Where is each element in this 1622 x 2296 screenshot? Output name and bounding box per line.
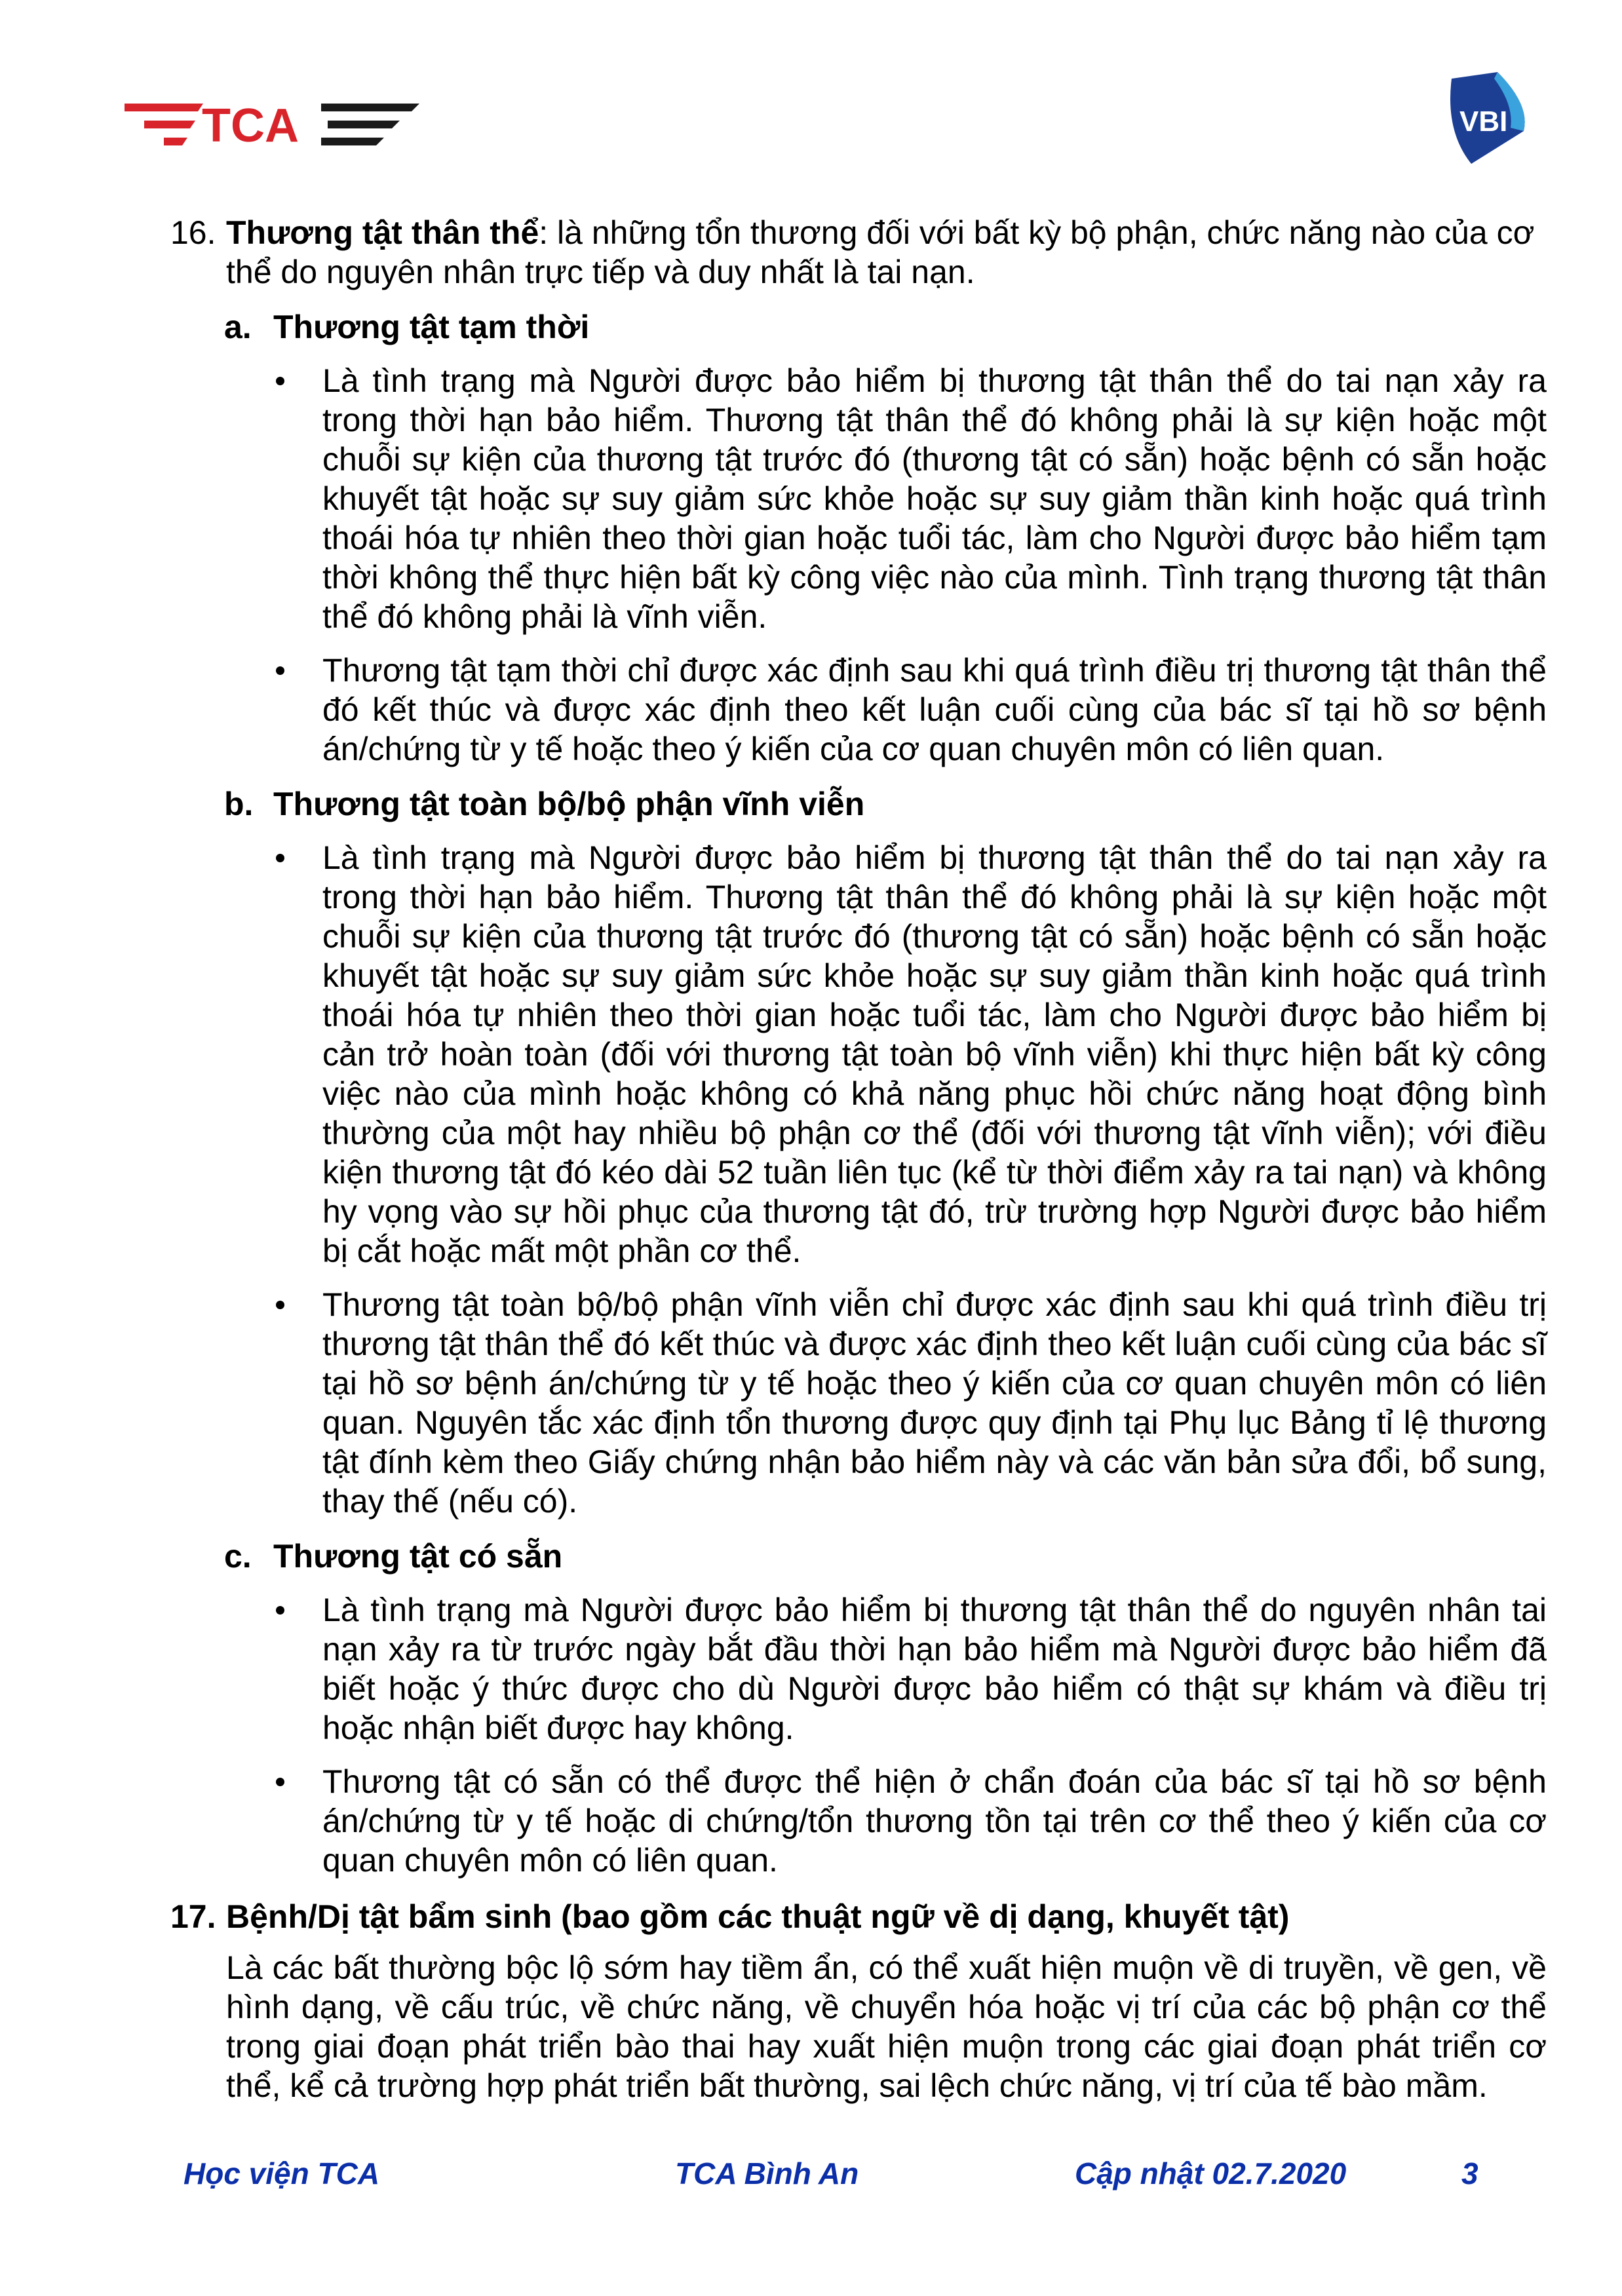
section-number: 17. [170, 1898, 216, 1935]
bullet-list [170, 361, 1547, 769]
section-17-heading [170, 1897, 1547, 1936]
list-item [170, 1590, 1547, 1748]
bullet-text: Thương tật tạm thời chỉ được xác định sau khi quá trình điều trị thương tật thân thể đó kết thúc và được xác định theo kết luận cuối cùng của bác sĩ tại hồ sơ bệnh án/chứng từ y tế hoặc theo ý kiến của cơ quan chuyên môn có liên quan. [322, 652, 1547, 767]
section-title: Bệnh/Dị tật bẩm sinh (bao gồm các thuật ngữ về dị dạng, khuyết tật) [226, 1898, 1290, 1935]
footer-academy: Học viện TCA [183, 2156, 380, 2191]
subsection-title: Thương tật có sẵn [273, 1538, 563, 1575]
list-item [170, 1762, 1547, 1880]
section-16-heading [170, 213, 1547, 292]
subsection-c-heading [170, 1537, 1547, 1576]
subsection-b-heading [170, 784, 1547, 824]
section-17 [170, 1897, 1547, 2105]
bullet-text: Là tình trạng mà Người được bảo hiểm bị thương tật thân thể do tai nạn xảy ra trong thời hạn bảo hiểm. Thương tật thân thể đó không phải là sự kiện hoặc một chuỗi sự kiện của thương tật trước đó (thương tật có sẵn) hoặc bệnh có sẵn hoặc khuyết tật hoặc sự suy giảm sức khỏe hoặc sự suy giảm thần kinh hoặc quá trình thoái hóa tự nhiên theo thời gian hoặc tuổi tác, làm cho Người được bảo hiểm bị cản trở hoàn toàn (đối với thương tật toàn bộ vĩnh viễn) khi thực hiện bất kỳ công việc nào của mình hoặc không có khả năng phục hồi chức năng hoạt động bình thường của một hay nhiều bộ phận cơ thể (đối với thương tật vĩnh viễn); với điều kiện thương tật đó kéo dài 52 tuần liên tục (kể từ thời điểm xảy ra tai nạn) và không hy vọng vào sự hồi phục của thương tật đó, trừ trường hợp Người được bảo hiểm bị cắt hoặc mất một phần cơ thể. [322, 839, 1547, 1269]
document-body [170, 213, 1547, 2105]
list-item [170, 838, 1547, 1271]
bullet-text: Là tình trạng mà Người được bảo hiểm bị thương tật thân thể do nguyên nhân tai nạn xảy ra từ trước ngày bắt đầu thời hạn bảo hiểm mà Người được bảo hiểm đã biết hoặc ý thức được cho dù Người được bảo hiểm có thật sự khám và điều trị hoặc nhận biết được hay không. [322, 1592, 1547, 1746]
bullet-list [170, 838, 1547, 1521]
bullet-text: Là tình trạng mà Người được bảo hiểm bị thương tật thân thể do tai nạn xảy ra trong thời hạn bảo hiểm. Thương tật thân thể đó không phải là sự kiện hoặc một chuỗi sự kiện của thương tật trước đó (thương tật có sẵn) hoặc bệnh có sẵn hoặc khuyết tật hoặc sự suy giảm sức khỏe hoặc sự suy giảm thần kinh hoặc quá trình thoái hóa tự nhiên theo thời gian hoặc tuổi tác, làm cho Người được bảo hiểm tạm thời không thể thực hiện bất kỳ công việc nào của mình. Tình trạng thương tật thân thể đó không phải là vĩnh viễn. [322, 362, 1547, 635]
bullet-text: Thương tật có sẵn có thể được thể hiện ở chẩn đoán của bác sĩ tại hồ sơ bệnh án/chứng từ y tế hoặc di chứng/tổn thương tồn tại trên cơ thể theo ý kiến của cơ quan chuyên môn có liên quan. [322, 1763, 1547, 1879]
footer-product: TCA Bình An [675, 2156, 859, 2191]
bullet-icon [276, 1301, 284, 1309]
section-16 [170, 213, 1547, 1880]
tca-logo [125, 98, 419, 151]
bullet-text: Thương tật toàn bộ/bộ phận vĩnh viễn chỉ được xác định sau khi quá trình điều trị thương tật thân thể đó kết thúc và được xác định theo kết luận cuối cùng của bác sĩ tại hồ sơ bệnh án/chứng từ y tế hoặc theo ý kiến của cơ quan chuyên môn có liên quan. Nguyên tắc xác định tổn thương được quy định tại Phụ lục Bảng tỉ lệ thương tật đính kèm theo Giấy chứng nhận bảo hiểm này và các văn bản sửa đổi, bổ sung, thay thế (nếu có). [322, 1286, 1547, 1520]
footer-updated: Cập nhật 02.7.2020 [1075, 2156, 1347, 2191]
subsection-letter: b. [224, 786, 254, 822]
page-number: 3 [1461, 2156, 1478, 2191]
bullet-list [170, 1590, 1547, 1880]
bullet-icon [276, 666, 284, 675]
section-number: 16. [170, 214, 216, 251]
vbi-logo [1432, 66, 1537, 170]
section-17-paragraph: Là các bất thường bộc lộ sớm hay tiềm ẩn, có thể xuất hiện muộn về di truyền, về gen, về hình dạng, về cấu trúc, về chức năng, về chuyển hóa hoặc vị trí của các bộ phận cơ thể trong giai đoạn phát triển bào thai hay xuất hiện muộn trong các giai đoạn phát triển cơ thể, kể cả trường hợp phát triển bất thường, sai lệch chức năng, vị trí của tế bào mầm. [226, 1949, 1547, 2104]
bullet-icon [276, 377, 284, 385]
bullet-icon [276, 1606, 284, 1615]
page-footer [0, 2156, 1622, 2202]
bullet-icon [276, 1778, 284, 1786]
list-item [170, 651, 1547, 769]
page-header [0, 0, 1622, 183]
subsection-letter: c. [224, 1538, 252, 1575]
list-item [170, 361, 1547, 636]
section-term: Thương tật thân thể [226, 214, 539, 251]
subsection-title: Thương tật toàn bộ/bộ phận vĩnh viễn [273, 786, 865, 822]
subsection-letter: a. [224, 309, 252, 345]
tca-logo-text: TCA [202, 100, 299, 151]
subsection-a-heading [170, 307, 1547, 347]
section-definition: : là những tổn thương đối với bất kỳ bộ phận, chức năng nào của cơ thể do nguyên nhân trực tiếp và duy nhất là tai nạn. [226, 214, 1535, 290]
vbi-logo-text: VBI [1459, 105, 1508, 138]
bullet-icon [276, 854, 284, 862]
list-item [170, 1285, 1547, 1521]
subsection-title: Thương tật tạm thời [273, 309, 590, 345]
